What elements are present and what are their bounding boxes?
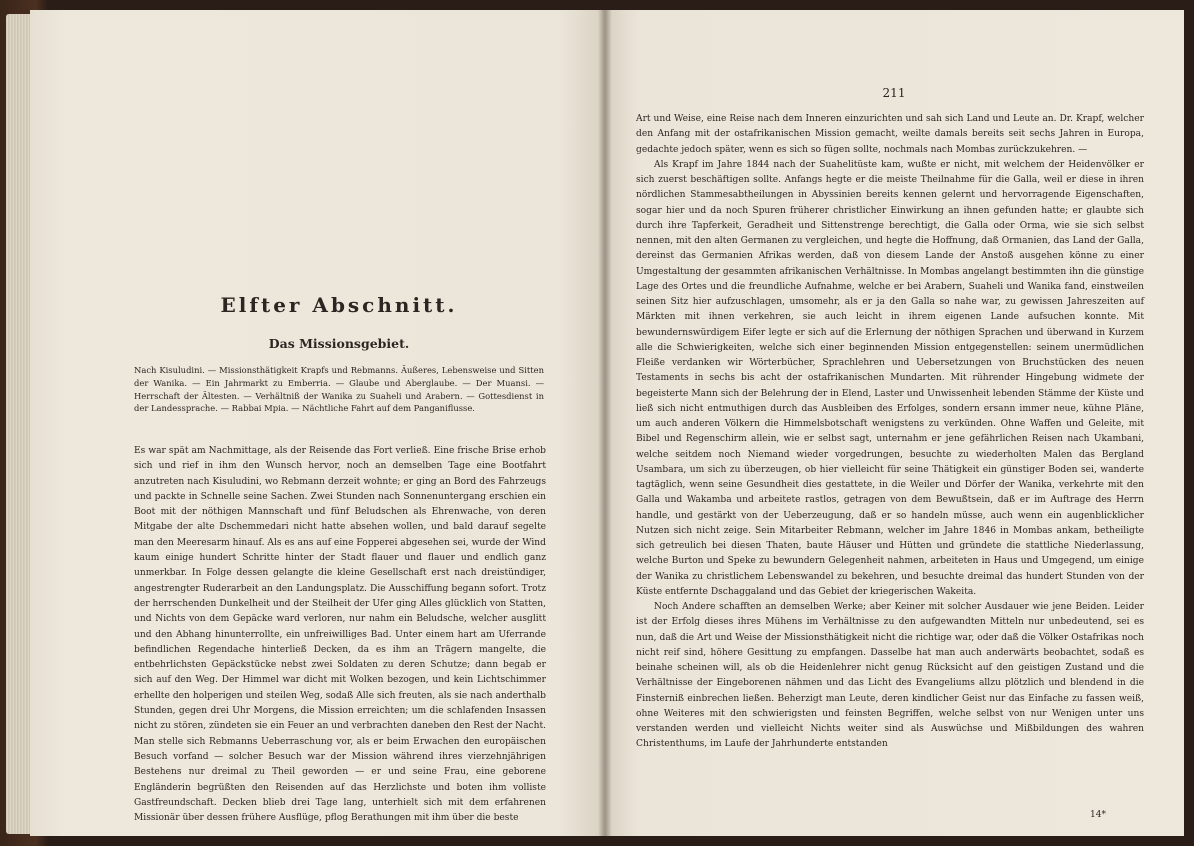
paragraph: Art und Weise, eine Reise nach dem Inneren einzurichten und sah sich Land und Leute an. Dr. Krapf, welcher den Anfang mit der ostafrikanischen Mission gemacht, weilte damals bereits seit sechs Jahren in Europa, gedachte jedoch später, wenn es sich so fügen sollte, nochmals nach Mombas zurückzukehren. — [636, 114, 1144, 155]
chapter-subtitle: Das Missionsgebiet. [268, 336, 410, 351]
paragraph: Noch Andere schafften an demselben Werke; aber Keiner mit solcher Ausdauer wie jene Beiden. Leider ist der Erfolg dieses ihres Mühens im Verhältnisse zu den aufgewandten Mitteln nur unbedeutend, sei es nun, daß die Art und Weise der Missionsthätigkeit nicht die richtige war, oder daß die Völker Ostafrikas noch nicht reif sind, höhere Gesittung zu empfangen. Dasselbe hat man auch anderwärts beobachtet, sodaß es beinahe scheinen will, als ob die Heidenlehrer nicht genug Rücksicht auf den geistigen Zustand und die Verhältnisse der Eingeborenen nähmen und das Licht des Evangeliums allzu plötzlich und blendend in die Finsterniß einbrechen ließen. Beherzigt man Leute, deren kindlicher Geist nur das Einfache zu fassen weiß, ohne Weiteres mit den schwierigsten und feinsten Begriffen, welche selbst von nur Wenigen unter uns verstanden werden und vielleicht Nichts weiter sind als Auswüchse und Mißbildungen des wahren Christenthums, im Laufe der Jahrhunderte entstanden [636, 602, 1144, 750]
page-number: 211 [882, 86, 906, 100]
paragraph: Als Krapf im Jahre 1844 nach der Suahelitüste kam, wußte er nicht, mit welchem der Heidenvölker er sich zuerst beschäftigen sollte. Anfangs hegte er die meiste Theilnahme für die Galla, weil er diese in ihren nördlichen Stammesabtheilungen in Abyssinien bereits kennen gelernt und hervorragende Eigenschaften, sogar hier und da noch Spuren früherer christlicher Einwirkung an ihnen gefunden hatte; er glaubte sich durch ihre Tapferkeit, Geradheit und Sittenstrenge berechtigt, die Galla oder Orma, wie sie sich selbst nennen, mit den alten Germanen zu vergleichen, und hegte die Hoffnung, daß Ormanien, das Land der Galla, dereinst das Germanien Afrikas werden, daß von diesem Lande der Anstoß ausgehen könne zu einer Umgestaltung der gesammten afrikanischen Verhältnisse. In Mombas angelangt bestimmten ihn die günstige Lage des Ortes und die freundliche Aufnahme, welche er bei Arabern, Suaheli und Wanika fand, einstweilen seinen Sitz hier aufzuschlagen, umsomehr, als er ja den Galla so nahe war, zu gewissen Jahreszeiten auf Märkten mit ihnen verkehren, sie auch leicht in ihrem eigenen Lande aufsuchen konnte. Mit bewundernswürdigem Eifer legte er sich auf die Erlernung der nöthigen Sprachen und überwand in Kurzem alle die Schwierigkeiten, welche sich einer beginnenden Mission entgegenstellen: seinem unermüdlichen Fleiße verdanken wir Wörterbücher, Sprachlehren und Uebersetzungen von Bruchstücken des neuen Testaments in sechs bis acht der ostafrikanischen Mundarten. Mit rührender Hingebung widmete der begeisterte Mann sich der Belehrung der in Elend, Laster und Unwissenheit lebenden Stämme der Küste und ließ sich nicht entmuthigen durch das Ausbleiben des Erfolges, sondern ersann immer neue, kühne Pläne, um auch anderen Völkern die Himmelsbotschaft wenigstens zu verkünden. Ohne Waffen und Geleite, mit Bibel und Regenschirm allein, wie er selbst sagt, unternahm er jene gefährlichen Reisen nach Ukambani, welche seitdem noch Niemand wieder vorgedrungen, besuchte zu wiederholten Malen das Bergland Usambara, um sich zu überzeugen, ob hier vielleicht für seine Thätigkeit ein günstiger Boden sei, wanderte tagtäglich, wenn seine Gesundheit dies gestattete, in die Weiler und Dörfer der Wanika, verkehrte mit den Galla und Wakamba und arbeitete rastlos, getragen von dem Bewußtsein, daß er im Auftrage des Herrn handle, und gestärkt von der Ueberzeugung, daß er so handeln müsse, auch wenn ein augenblicklicher Nutzen sich nicht zeige. Sein Mitarbeiter Rebmann, welcher im Jahre 1846 in Mombas ankam, betheiligte sich getreulich bei diesen Thaten, baute Häuser und Hütten und gründete die stattliche Niederlassung, welche Burton und Speke zu bewundern Gelegenheit nahmen, arbeiteten in Haus und Umgegend, um einige der Wanika zu christlichem Lebenswandel zu bekehren, und besuchte dreimal das hundert Stunden von der Küste entfernte Dschaggaland und das Gebiet der kriegerischen Wakeita. [636, 159, 1144, 597]
left-body-text: Es war spät am Nachmittage, als der Reisende das Fort verließ. Eine frische Brise erhob sich und rief in ihm den Wunsch hervor, noch an demselben Tage eine Bootfahrt anzutreten nach Kisuludini, wo Rebmann derzeit wohnte; er ging an Bord des Fahrzeugs und packte in Schnelle seine Sachen. Zwei Stunden nach Sonnenuntergang erschien ein Boot mit der nöthigen Mannschaft und fünf Beludschen als Ehrenwache, von deren Mitgabe der alte Dschemmedari nicht hatte absehen wollen, und bald darauf segelte man den Meeresarm hinauf. Als es ans auf eine Fopperei abgesehen sei, wurde der Wind kaum einige hundert Schritte hinter der Stadt flauer und flauer und endlich ganz unmerkbar. In Folge dessen gelangte die kleine Gesellschaft erst nach dreistündiger, angestrengter Ruderarbeit an den Landungsplatz. Die Ausschiffung begann sofort. Trotz der herrschenden Dunkelheit und der Steilheit der Ufer ging Alles glücklich von Statten, und Nichts von dem Gepäcke ward verloren, nur nahm ein Beludsche, welcher ausglitt und den Abhang hinunterrollte, ein unfreiwilliges Bad. Unter einem hart am Uferrande befindlichen Regendache hinterließ Decken, da es ihm an Trägern mangelte, die entbehrlichsten Gepäckstücke nebst zwei Soldaten zu deren Schutze; dann begab er sich auf den Weg. Der Himmel war dicht mit Wolken bezogen, und kein Lichtschimmer erhellte den holperigen und steilen Weg, sodaß Alle sich freuten, als sie nach anderthalb Stunden, gegen drei Uhr Morgens, die Mission erreichten; um die schlafenden Insassen nicht zu stören, zündeten sie ein Feuer an und verbrachten daneben den Rest der Nacht. Man stelle sich Rebmanns Ueberraschung vor, als er beim Erwachen den europäischen Besuch vorfand — solcher Besuch war der Mission während ihres vierzehnjährigen Bestehens nur dreimal zu Theil geworden — er und seine Frau, eine geborene Engländerin begrüßten den Reisenden auf das Herzlichste und boten ihm volliste Gastfreundschaft. Decken blieb drei Tage lang, unterhielt sich mit dem erfahrenen Missionär über dessen frühere Ausflüge, pflog Berathungen mit ihm über die beste [134, 446, 546, 824]
page-edges [6, 14, 32, 834]
right-page [604, 10, 1184, 836]
chapter-summary: Nach Kisuludini. — Missionsthätigkeit Krapfs und Rebmanns. Äußeres, Lebensweise und Sitten der Wanika. — Ein Jahrmarkt zu Emberria. — Glaube und Aberglaube. — Der Muansi. — Herrschaft der Ältesten. — Verhältniß der Wanika zu Suaheli und Arabern. — Gottesdienst in der Landessprache. — Rabbai Mpia. — Nächtliche Fahrt auf dem Panganiflusse. [134, 365, 544, 414]
left-page [30, 10, 604, 836]
chapter-title: Elfter Abschnitt. [220, 293, 458, 317]
right-body-text [636, 112, 1144, 753]
signature-mark: 14* [1090, 810, 1106, 820]
